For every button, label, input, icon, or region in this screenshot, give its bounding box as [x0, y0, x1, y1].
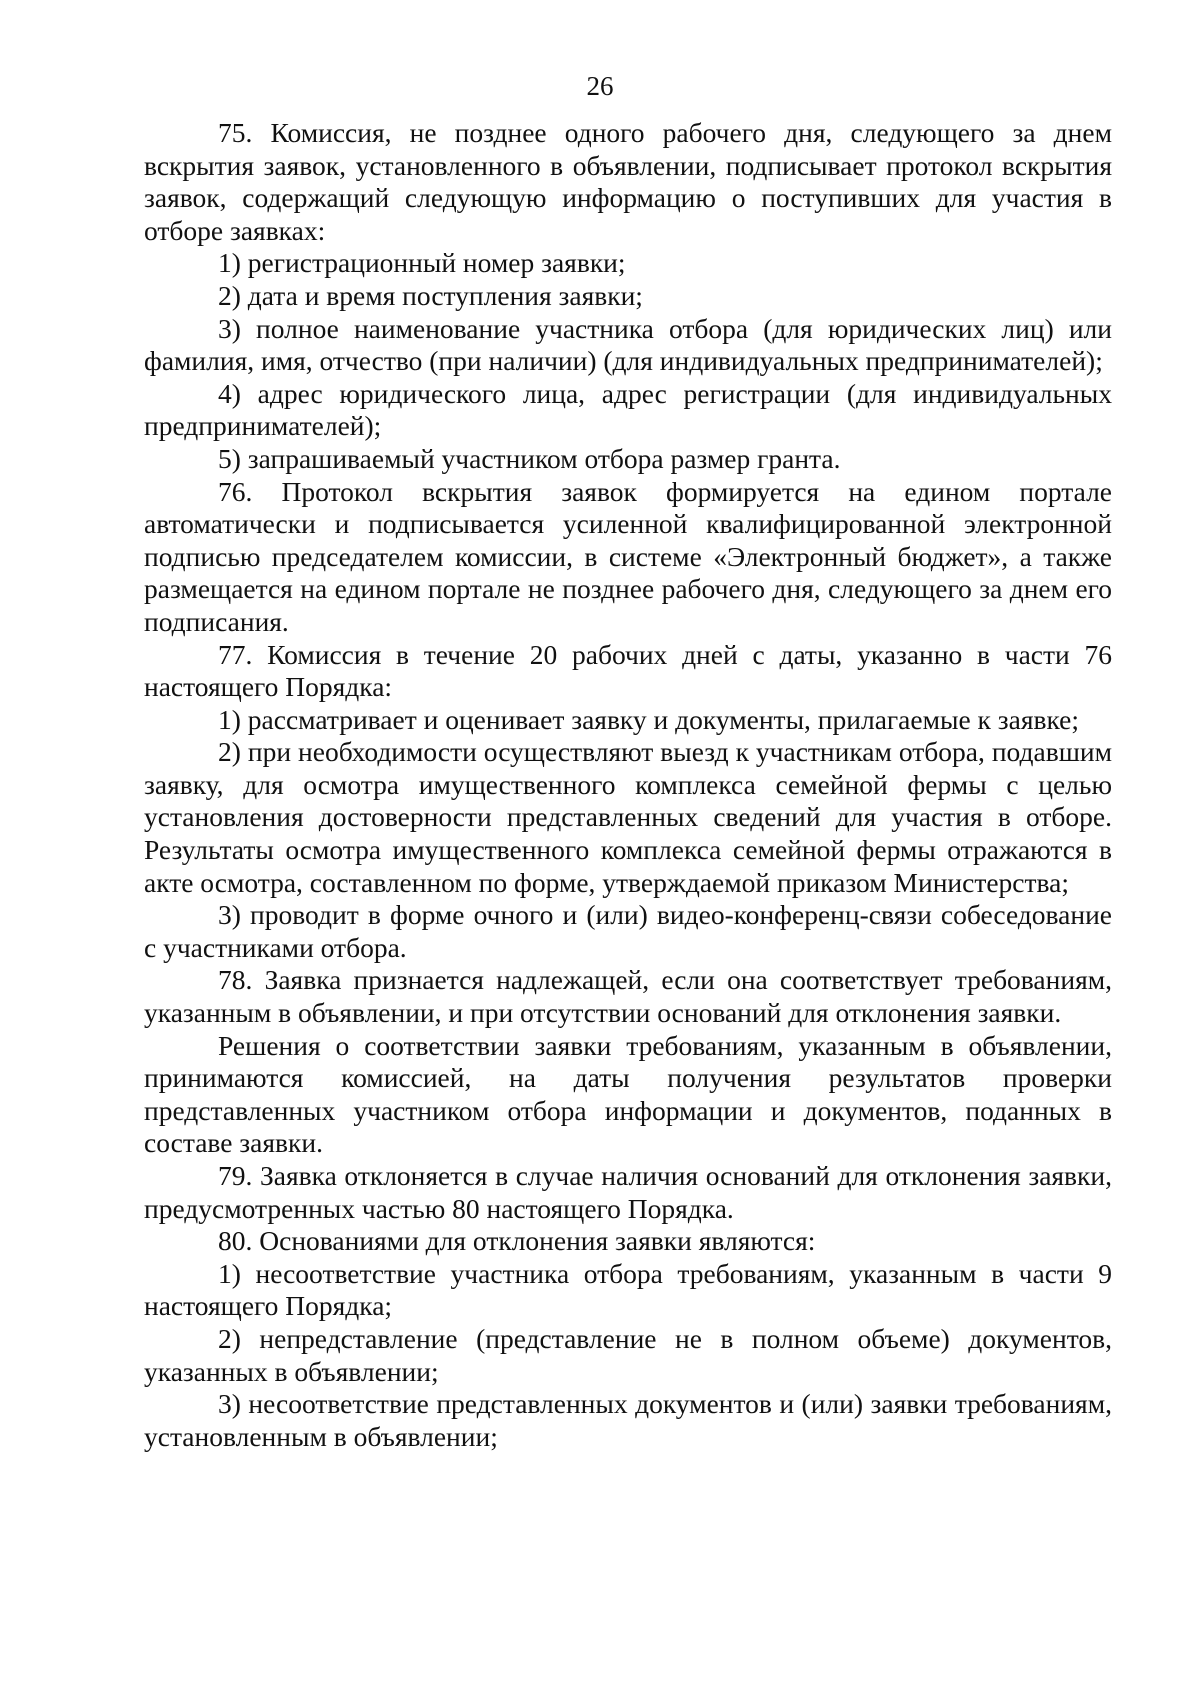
- list-item-75-2: 2) дата и время поступления заявки;: [218, 279, 643, 311]
- paragraph-76: 76. Протокол вскрытия заявок формируется на едином портале автоматически и подписывается усиленной квалифицированной электронной подписью председателем комиссии, в системе «Электронный бюджет», а также размещается на едином портале не позднее рабочего дня, следующего за днем его подписания.: [144, 475, 1112, 637]
- list-item-80-1: 1) несоответствие участника отбора требованиям, указанным в части 9 настоящего Порядка;: [144, 1257, 1112, 1322]
- document-body: [144, 117, 1112, 1453]
- list-item-75-4: 4) адрес юридического лица, адрес регистрации (для индивидуальных предпринимателей);: [144, 377, 1112, 442]
- paragraph-78: 78. Заявка признается надлежащей, если она соответствует требованиям, указанным в объявлении, и при отсутствии оснований для отклонения заявки.: [144, 964, 1112, 1029]
- paragraph-77: 77. Комиссия в течение 20 рабочих дней с даты, указанно в части 76 настоящего Порядка:: [144, 638, 1112, 703]
- page-number: 26: [586, 71, 614, 101]
- list-item-77-2: 2) при необходимости осуществляют выезд к участникам отбора, подавшим заявку, для осмотра имущественного комплекса семейной фермы с целью установления достоверности представленных сведений для участия в отборе. Результаты осмотра имущественного комплекса семейной фермы отражаются в акте осмотра, составленном по форме, утверждаемой приказом Министерства;: [144, 736, 1112, 898]
- list-item-77-1: 1) рассматривает и оценивает заявку и документы, прилагаемые к заявке;: [218, 703, 1080, 735]
- paragraph-79: 79. Заявка отклоняется в случае наличия оснований для отклонения заявки, предусмотренных частью 80 настоящего Порядка.: [144, 1160, 1112, 1224]
- list-item-80-3: 3) несоответствие представленных документов и (или) заявки требованиям, установленным в объявлении;: [144, 1388, 1112, 1452]
- paragraph-75: 75. Комиссия, не позднее одного рабочего дня, следующего за днем вскрытия заявок, установленного в объявлении, подписывает протокол вскрытия заявок, содержащий следующую информацию о поступивших для участия в отборе заявках:: [144, 117, 1112, 246]
- paragraph-80: 80. Основаниями для отклонения заявки являются:: [218, 1225, 816, 1257]
- paragraph-78-decisions: Решения о соответствии заявки требованиям, указанным в объявлении, принимаются комиссией, на даты получения результатов проверки представленных участником отбора информации и документов, поданных в составе заявки.: [144, 1029, 1112, 1159]
- list-item-75-5: 5) запрашиваемый участником отбора размер гранта.: [218, 442, 841, 474]
- list-item-77-3: 3) проводит в форме очного и (или) видео-конференц-связи собеседование с участниками отбора.: [144, 899, 1112, 963]
- list-item-75-3: 3) полное наименование участника отбора (для юридических лиц) или фамилия, имя, отчество (при наличии) (для индивидуальных предпринимателей);: [144, 312, 1112, 377]
- list-item-80-2: 2) непредставление (представление не в полном объеме) документов, указанных в объявлении;: [144, 1322, 1112, 1387]
- list-item-75-1: 1) регистрационный номер заявки;: [218, 247, 626, 279]
